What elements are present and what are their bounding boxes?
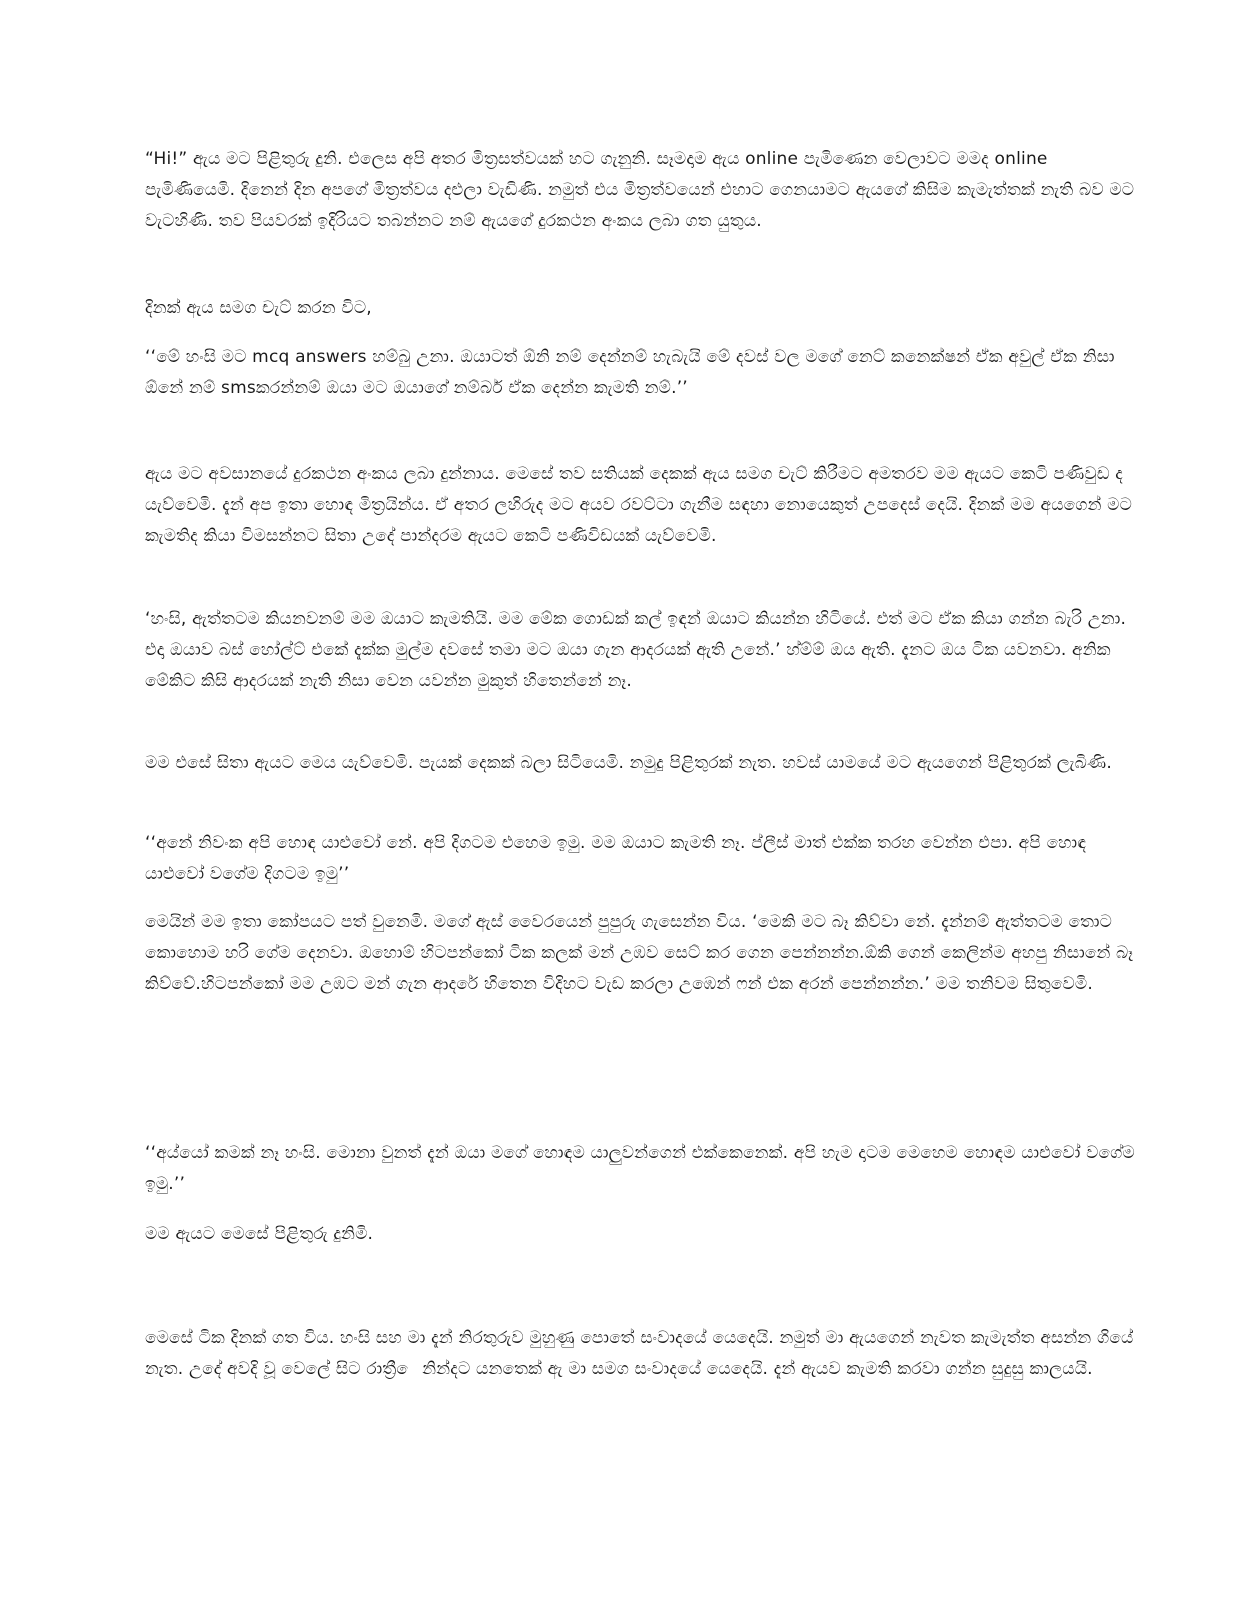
paragraph-2: දිනක් ඇය සමග චැට් කරන විට, [145, 298, 372, 318]
paragraph-1: “Hi!” ඇය මට පිළිතුරු දුනි. එලෙස අපි අතර මිත්‍රසත්වයක් හට ගැනුනි. සෑමදාම ඇය online පැමිණෙන වෙලාවට මමද online පැමිණියෙමි. දිනෙන් දින අපගේ මිත්‍රත්වය දළුලා වැඩිණි. නමුත් එය මිත්‍රත්වයෙන් එහාට ගෙනයාමට ඇයගේ කිසිම කැමැත්තක් නැති බව මට වැටහිණි. තව පියවරක් ඉදිරියට තබන්නට නම් ඇයගේ දුරකථන අංකය ලබා ගත යුතුය. [145, 149, 1135, 231]
paragraph-4: ඇය මට අවසානයේ දුරකථන අංකය ලබා දුන්නාය. මෙසේ තව සතියක් දෙකක් ඇය සමග චැට් කිරීමට අමතරව මම ඇයට කෙටි පණිවුඩ ද යැව්වෙමි. දැන් අප ඉතා හොඳ මිත්‍රයින්ය. ඒ අතර ලහිරුද මට අයව රවට්ටා ගැනීම සඳහා නොයෙකුත් උපදෙස් දෙයි. දිනක් මම අයගෙන් මට කැමතිද කියා විමසන්නට සිතා උදේ පාන්දරම ඇයට කෙටි පණිවිඩයක් යැව්වෙමි. [145, 464, 1133, 546]
paragraph-9: ‘‘අය්යෝ කමක් නෑ හංසි. මොනා වුනත් දැන් ඔයා මගේ හොඳම යාලුවන්ගෙන් එක්කෙනෙක්. අපි හැම දාටම මෙහෙම හොඳම යාළුවෝ වගේම ඉමු.’’ [145, 1143, 1135, 1194]
paragraph-3: ‘‘මේ හංසි මට mcq answers හම්බු උනා. ඔයාටත් ඕනි නම් දෙන්නම් හැබැයි මේ දවස් වල මගේ නෙට් කනෙක්ෂන් ඒක අවුල් ඒක නිසා ඕනේ නම් smsකරන්නම් ඔයා මට ඔයාගේ නම්බර් ඒක දෙන්න කැමති නම්.’’ [145, 347, 1115, 398]
paragraph-10: මම ඇයට මෙසේ පිළිතුරු දුනිමි. [145, 1224, 374, 1244]
paragraph-8: මෙයින් මම ඉතා කෝපයට පත් වුනෙමි. මගේ ඇස් වෛරයෙන් පුපුරු ගැසෙන්න විය. ‘මෙකි මට බෑ කිව්වා නේ. දැන්නම් ඇත්තටම තොට කොහොම හරි ගේම දෙනවා. ඔහොම් හිටපන්කෝ ටික කලක් මන් උඹව සෙට් කර ගෙන පෙන්නන්න.ඕකි ගෙන් කෙලින්ම අහපු නිසානේ බෑ කිව්වේ.හිටපන්කෝ මම උඹට මන් ගැන ආදරේ හිතෙන විදිහට වැඩ කරලා උඹෙන් ෆන් එක අරන් පෙන්නන්න.’ මම තනිවම සිතුවෙමි. [145, 912, 1134, 994]
paragraph-6: මම එසේ සිතා ඇයට මෙය යැව්වෙමි. පැයක් දෙකක් බලා සිටියෙමි. නමුදු පිළිතුරක් නැත. හවස් යාමයේ මට ඇයගෙන් පිළිතුරක් ලැබිණි. [145, 753, 1112, 773]
paragraph-7: ‘‘අනේ නිවංක අපි හොඳ යාළුවෝ නේ. අපි දිගටම එහෙම ඉමු. මම ඔයාට කැමති නෑ. ප්ලීස් මාත් එක්ක තරහ වෙන්න එපා. අපි හොඳ යාළුවෝ වගේම දිගටම ඉමු’’ [145, 833, 1087, 884]
paragraph-5: ‘හංසි, ඇත්තටම කියනවනම් මම ඔයාට කැමතියි. මම මේක ගොඩක් කල් ඉඳන් ඔයාට කියන්න හිටියේ. එත් මට ඒක කියා ගන්න බැරි උනා. එදා ඔයාව බස් හෝල්ට් එකේ දැක්ක මුල්ම දවසේ තමා මට ඔයා ගැන ආදරයක් ඇති උනේ.’ හ්ම්ම් ඔය ඇති. දැනට ඔය ටික යවනවා. අනික මේකිට කිසි ආදරයක් නැති නිසා වෙන යවන්න මුකුත් හිතෙන්නේ නෑ. [145, 609, 1127, 691]
paragraph-11: මෙසේ ටික දිනක් ගත විය. හංසි සහ මා දැන් නිරතුරුව මුහුණු පොතේ සංවාදයේ යෙදෙයි. නමුත් මා ඇයගෙන් නැවත කැමැත්ත අසන්න ගියේ නැත. උදේ අවදි වූ වෙලේ සිට රාත්‍රී ෙ නින්දට යනතෙක් ඇ මා සමග සංවාදයේ යෙදෙයි. දැන් ඇයව කැමති කරවා ගන්න සුදුසු කාලයයි. [145, 1328, 1134, 1379]
